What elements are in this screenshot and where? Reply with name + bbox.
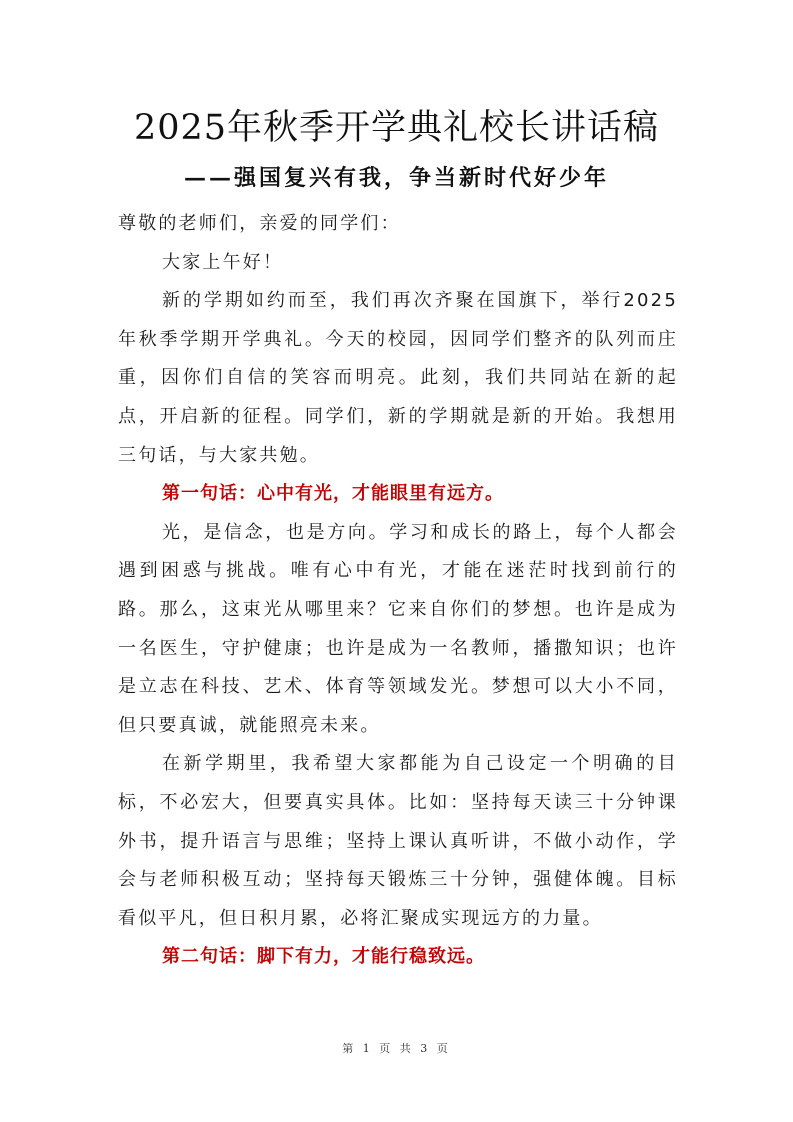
document-body bbox=[118, 205, 678, 977]
section-heading-1: 第一句话：心中有光，才能眼里有远方。 bbox=[162, 483, 504, 505]
intro-paragraph: 新的学期如约而至，我们再次齐聚在国旗下，举行2025年秋季学期开学典礼。今天的校园，因同学们整齐的队列而庄重，因你们自信的笑容而明亮。此刻，我们共同站在新的起点，开启新的征程。同学们，新的学期就是新的开始。我想用三句话，与大家共勉。 bbox=[118, 290, 678, 466]
greeting-paragraph: 大家上午好！ bbox=[162, 251, 284, 273]
document-subtitle: ——强国复兴有我，争当新时代好少年 bbox=[183, 165, 609, 191]
body-paragraph: 在新学期里，我希望大家都能为自己设定一个明确的目标，不必宏大，但要真实具体。比如：坚持每天读三十分钟课外书，提升语言与思维；坚持上课认真听讲，不做小动作，学会与老师积极互动；坚持每天锻炼三十分钟，强健体魄。目标看似平凡，但日积月累，必将汇聚成实现远方的力量。 bbox=[118, 753, 678, 929]
section-heading-2: 第二句话：脚下有力，才能行稳致远。 bbox=[162, 946, 485, 968]
page-number-footer: 第 1 页 共 3 页 bbox=[342, 1042, 451, 1055]
body-paragraph: 光，是信念，也是方向。学习和成长的路上，每个人都会遇到困惑与挑战。唯有心中有光，才能在迷茫时找到前行的路。那么，这束光从哪里来？它来自你们的梦想。也许是成为一名医生，守护健康；也许是成为一名教师，播撒知识；也许是立志在科技、艺术、体育等领域发光。梦想可以大小不同，但只要真诚，就能照亮未来。 bbox=[118, 521, 678, 736]
salutation: 尊敬的老师们，亲爱的同学们： bbox=[118, 213, 401, 234]
document-title: 2025年秋季开学典礼校长讲话稿 bbox=[133, 108, 660, 148]
